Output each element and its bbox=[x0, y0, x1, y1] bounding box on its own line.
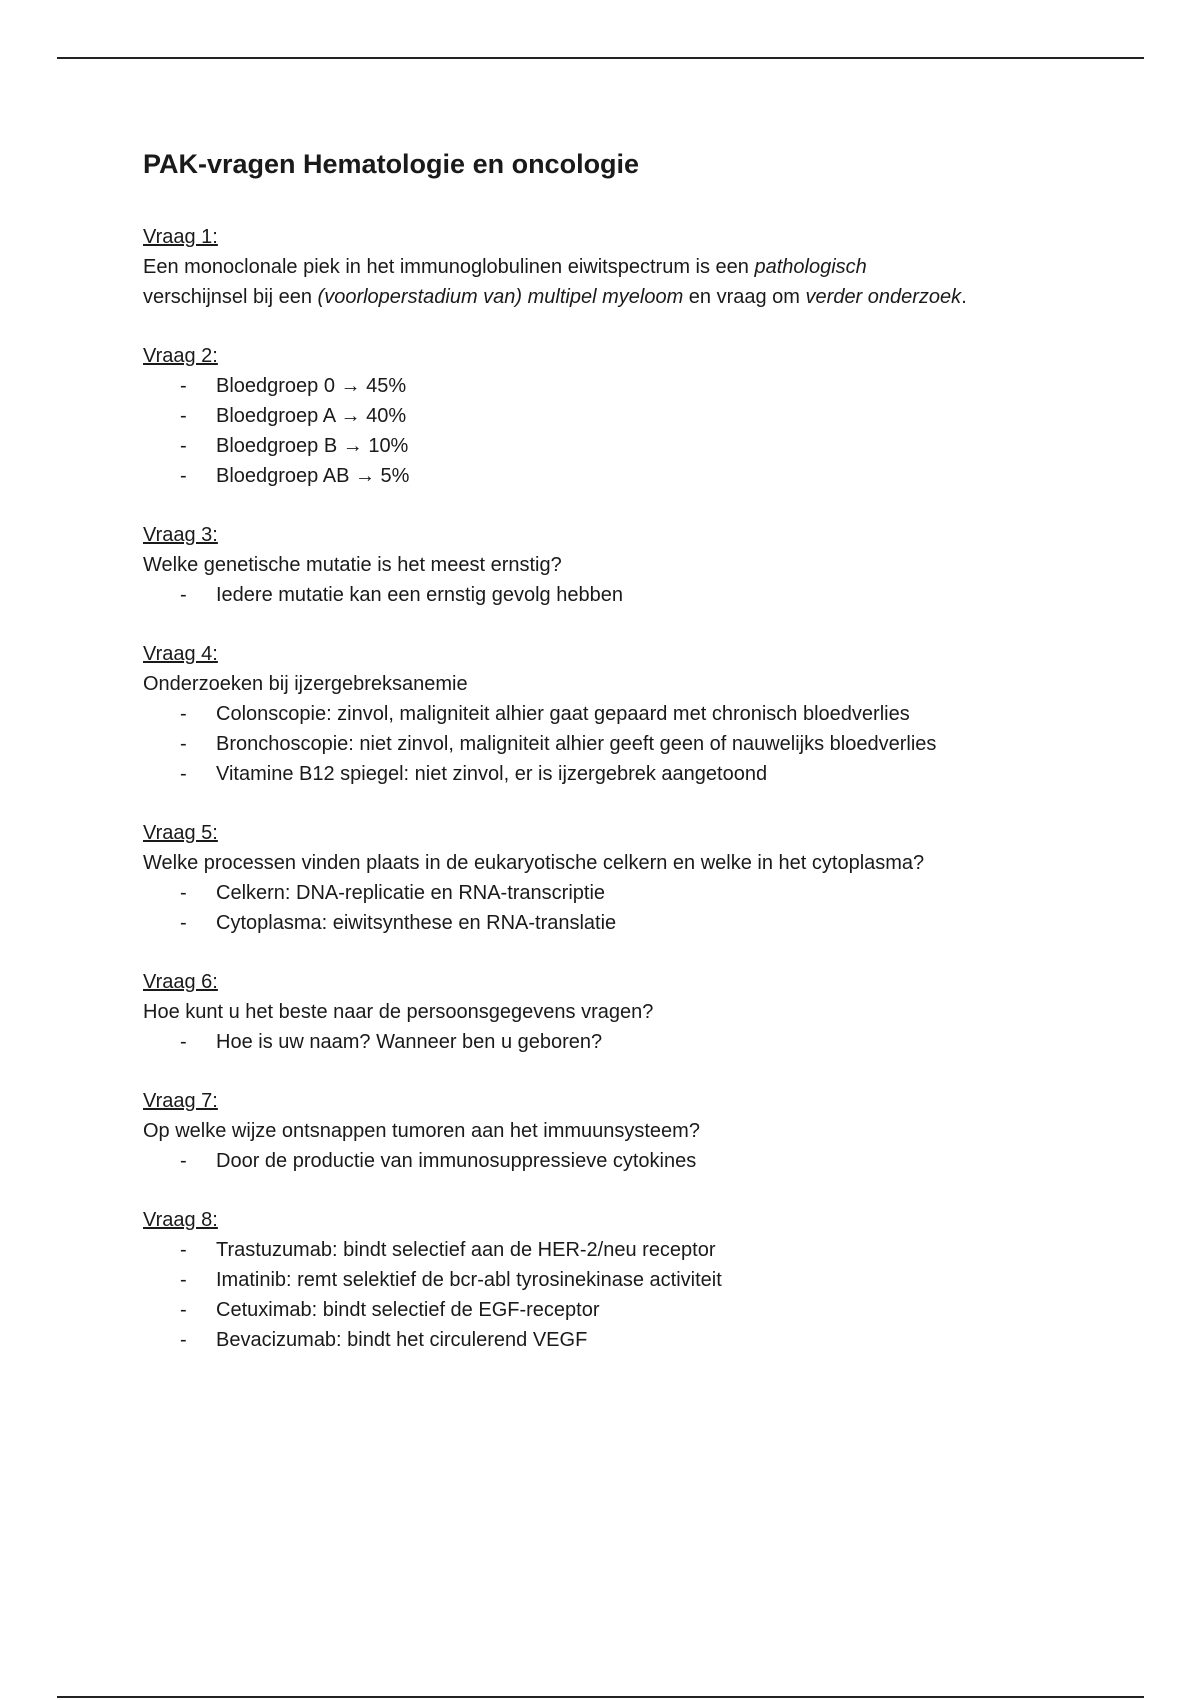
question-text: Op welke wijze ontsnappen tumoren aan het immuunsysteem? bbox=[143, 1120, 700, 1142]
answer-list bbox=[143, 1027, 1103, 1057]
bullet-dash: - bbox=[180, 912, 187, 934]
bullet-dash: - bbox=[180, 405, 187, 427]
answer-list bbox=[143, 1235, 1103, 1355]
list-item: - Cytoplasma: eiwitsynthese en RNA-translatie bbox=[143, 908, 1103, 938]
question-1 bbox=[143, 222, 1103, 312]
list-item: - Vitamine B12 spiegel: niet zinvol, er is ijzergebrek aangetoond bbox=[143, 759, 1103, 789]
list-item: - Colonscopie: zinvol, maligniteit alhier gaat gepaard met chronisch bloedverlies bbox=[143, 699, 1103, 729]
answer-text: verschijnsel bij een (voorloperstadium van) multipel myeloom en vraag om verder onderzoek. bbox=[143, 286, 967, 308]
bullet-dash: - bbox=[180, 435, 187, 457]
question-3 bbox=[143, 520, 1103, 610]
question-label: Vraag 3: bbox=[143, 524, 218, 546]
question-text: Welke genetische mutatie is het meest ernstig? bbox=[143, 554, 562, 576]
list-item: - Hoe is uw naam? Wanneer ben u geboren? bbox=[143, 1027, 1103, 1057]
question-label: Vraag 7: bbox=[143, 1090, 218, 1112]
question-4 bbox=[143, 639, 1103, 789]
bullet-dash: - bbox=[180, 375, 187, 397]
list-item: - Bloedgroep AB → 5% bbox=[143, 461, 1103, 491]
question-label: Vraag 2: bbox=[143, 345, 218, 367]
header-rule bbox=[57, 57, 1144, 59]
answer-list bbox=[143, 371, 1103, 491]
question-label: Vraag 6: bbox=[143, 971, 218, 993]
question-label: Vraag 5: bbox=[143, 822, 218, 844]
question-text: Welke processen vinden plaats in de eukaryotische celkern en welke in het cytoplasma? bbox=[143, 852, 925, 874]
answer-list bbox=[143, 1146, 1103, 1176]
page-title: PAK-vragen Hematologie en oncologie bbox=[143, 149, 640, 179]
list-item: - Bloedgroep A → 40% bbox=[143, 401, 1103, 431]
answer-text: Een monoclonale piek in het immunoglobulinen eiwitspectrum is een pathologisch bbox=[143, 256, 867, 278]
bullet-dash: - bbox=[180, 703, 187, 725]
list-item: - Trastuzumab: bindt selectief aan de HER-2/neu receptor bbox=[143, 1235, 1103, 1265]
question-text: Hoe kunt u het beste naar de persoonsgegevens vragen? bbox=[143, 1001, 654, 1023]
list-item: - Door de productie van immunosuppressieve cytokines bbox=[143, 1146, 1103, 1176]
list-item: - Bloedgroep B → 10% bbox=[143, 431, 1103, 461]
question-label: Vraag 4: bbox=[143, 643, 218, 665]
list-item: - Bronchoscopie: niet zinvol, maligniteit alhier geeft geen of nauwelijks bloedverlies bbox=[143, 729, 1103, 759]
bullet-dash: - bbox=[180, 1031, 187, 1053]
question-8 bbox=[143, 1205, 1103, 1355]
question-5 bbox=[143, 818, 1103, 938]
list-item: - Cetuximab: bindt selectief de EGF-receptor bbox=[143, 1295, 1103, 1325]
bullet-dash: - bbox=[180, 1150, 187, 1172]
list-item: - Bevacizumab: bindt het circulerend VEGF bbox=[143, 1325, 1103, 1355]
bullet-dash: - bbox=[180, 1299, 187, 1321]
answer-list bbox=[143, 699, 1103, 789]
list-item: - Celkern: DNA-replicatie en RNA-transcriptie bbox=[143, 878, 1103, 908]
question-text: Onderzoeken bij ijzergebreksanemie bbox=[143, 673, 468, 695]
bullet-dash: - bbox=[180, 1269, 187, 1291]
question-2 bbox=[143, 341, 1103, 491]
bullet-dash: - bbox=[180, 1329, 187, 1351]
list-item: - Imatinib: remt selektief de bcr-abl tyrosinekinase activiteit bbox=[143, 1265, 1103, 1295]
answer-list bbox=[143, 580, 1103, 610]
question-label: Vraag 8: bbox=[143, 1209, 218, 1231]
answer-list bbox=[143, 878, 1103, 938]
bullet-dash: - bbox=[180, 1239, 187, 1261]
bullet-dash: - bbox=[180, 882, 187, 904]
list-item: - Iedere mutatie kan een ernstig gevolg hebben bbox=[143, 580, 1103, 610]
question-label: Vraag 1: bbox=[143, 226, 218, 248]
bullet-dash: - bbox=[180, 465, 187, 487]
question-6 bbox=[143, 967, 1103, 1057]
bullet-dash: - bbox=[180, 584, 187, 606]
document-body bbox=[143, 146, 1103, 1384]
bullet-dash: - bbox=[180, 733, 187, 755]
question-7 bbox=[143, 1086, 1103, 1176]
bullet-dash: - bbox=[180, 763, 187, 785]
footer-rule bbox=[57, 1696, 1144, 1698]
list-item: - Bloedgroep 0 → 45% bbox=[143, 371, 1103, 401]
